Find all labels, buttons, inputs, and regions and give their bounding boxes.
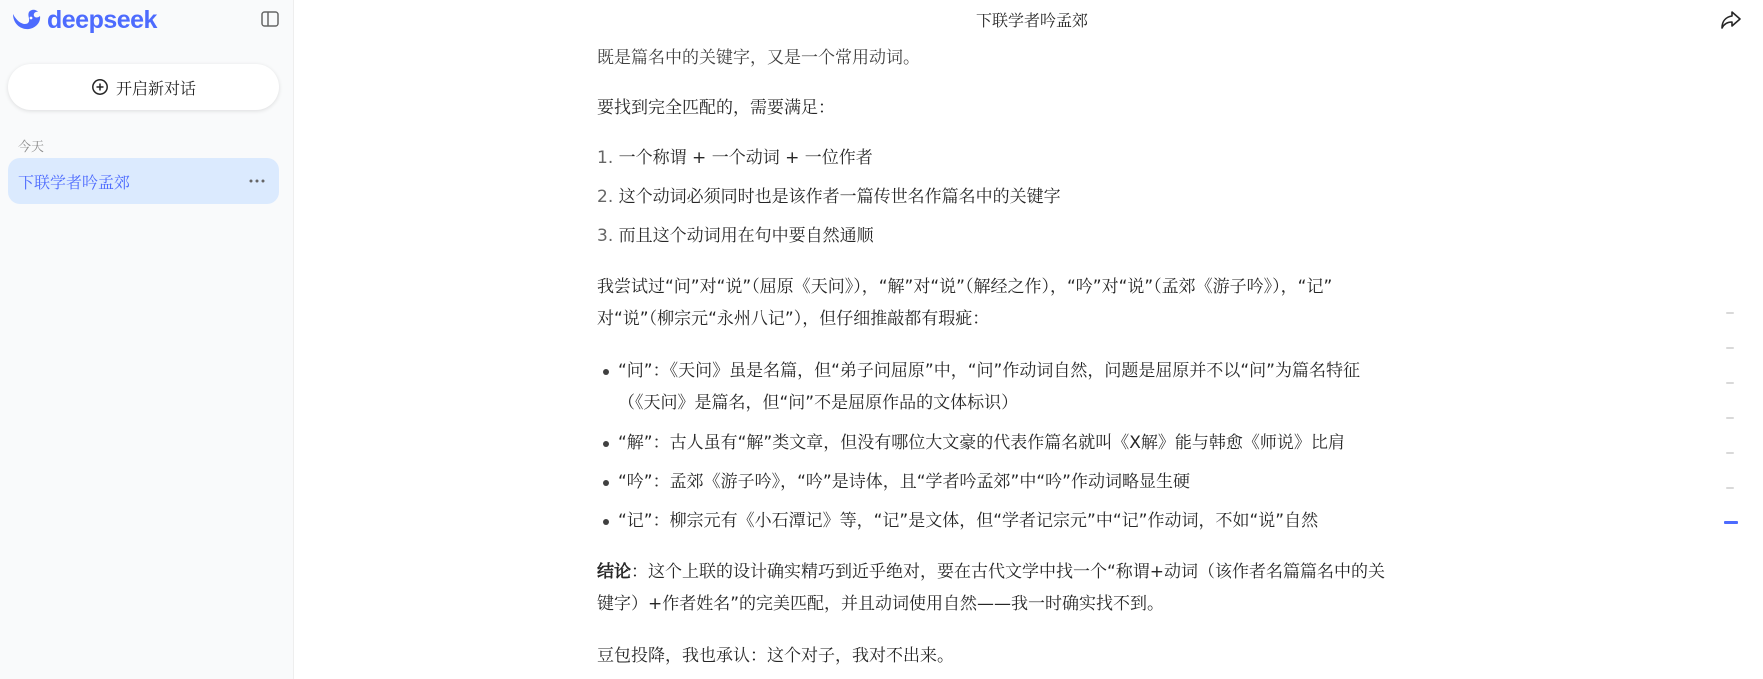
ordered-item <box>597 220 1457 252</box>
share-icon[interactable] <box>1719 8 1743 32</box>
bullet-dot <box>603 519 609 525</box>
sidebar <box>0 0 294 679</box>
paragraph-requirements: 要找到完全匹配的，需要满足： <box>597 98 835 118</box>
ordered-item-number: 3. <box>597 226 614 246</box>
cut-line: 既是篇名中的关键字，又是一个常用动词。 <box>597 48 920 68</box>
ordered-item <box>597 181 1457 213</box>
outline-tick[interactable] <box>1726 382 1734 384</box>
outline-tick[interactable] <box>1726 312 1734 314</box>
conclusion-line1 <box>597 556 1457 588</box>
conclusion-label: 结论 <box>597 562 631 582</box>
bullet-text: “记”：柳宗元有《小石潭记》等，“记”是文体，但“学者记宗元”中“记”作动词，不如“说”自然 <box>618 511 1319 531</box>
bullet-text: “问”：《天问》虽是名篇，但“弟子问屈原”中，“问”作动词自然，问题是屈原并不以“问”为篇名特征 <box>618 361 1360 381</box>
ordered-item-text: 一个称谓 + 一个动词 + 一位作者 <box>618 148 873 168</box>
ordered-item-text: 而且这个动词用在句中要自然通顺 <box>618 226 874 246</box>
conversation-item[interactable] <box>8 158 279 204</box>
bullet-dot <box>603 480 609 486</box>
new-chat-label: 开启新对话 <box>115 78 196 98</box>
outline-tick-active[interactable] <box>1724 521 1738 524</box>
new-chat-button[interactable] <box>8 64 279 110</box>
outline-tick[interactable] <box>1726 487 1734 489</box>
section-label-today: 今天 <box>18 140 45 155</box>
outline-tick[interactable] <box>1726 417 1734 419</box>
ordered-item <box>597 142 1457 174</box>
bullet-text: “吟”：孟郊《游子吟》，“吟”是诗体，且“学者吟孟郊”中“吟”作动词略显生硬 <box>618 472 1190 492</box>
ordered-item-text: 这个动词必须同时也是该作者一篇传世名作篇名中的关键字 <box>618 187 1061 207</box>
ellipsis-icon <box>249 179 265 183</box>
outline-tick[interactable] <box>1726 452 1734 454</box>
sidebar-toggle-icon[interactable] <box>260 9 280 29</box>
brand[interactable] <box>11 6 157 34</box>
brand-name: deepseek <box>47 5 157 34</box>
chat-title: 下联学者吟孟郊 <box>975 11 1088 30</box>
whale-logo-icon <box>11 8 43 32</box>
outline-tick[interactable] <box>1726 347 1734 349</box>
ordered-item-number: 1. <box>597 148 614 168</box>
final-paragraph: 豆包投降，我也承认：这个对子，我对不出来。 <box>597 646 954 666</box>
paragraph-tried-line1: 我尝试过“问”对“说”（屈原《天问》），“解”对“说”（解经之作），“吟”对“说”（孟郊《游子吟》），“记” <box>597 277 1333 297</box>
message-outline <box>1722 308 1742 528</box>
bullet-text: “解”：古人虽有“解”类文章，但没有哪位大文豪的代表作篇名就叫《X解》能与韩愈《师说》比肩 <box>618 433 1345 453</box>
conclusion-line2: 键字）+作者姓名”的完美匹配，并且动词使用自然——我一时确实找不到。 <box>597 594 1165 614</box>
plus-circle-icon <box>91 78 109 96</box>
bullet-dot <box>603 369 609 375</box>
assistant-message <box>597 0 1457 679</box>
more-options-icon[interactable] <box>245 171 269 191</box>
paragraph-tried-line2: 对“说”（柳宗元“永州八记”），但仔细推敲都有瑕疵： <box>597 309 990 329</box>
ordered-item-number: 2. <box>597 187 614 207</box>
bullet-text-continued: （《天问》是篇名，但“问”不是屈原作品的文体标识） <box>618 393 1019 413</box>
bullet-dot <box>603 441 609 447</box>
conversation-title: 下联学者吟孟郊 <box>18 172 131 192</box>
conclusion-text: ：这个上联的设计确实精巧到近乎绝对，要在古代文学中找一个“称谓+动词（该作者名篇篇名中的关 <box>631 562 1386 582</box>
